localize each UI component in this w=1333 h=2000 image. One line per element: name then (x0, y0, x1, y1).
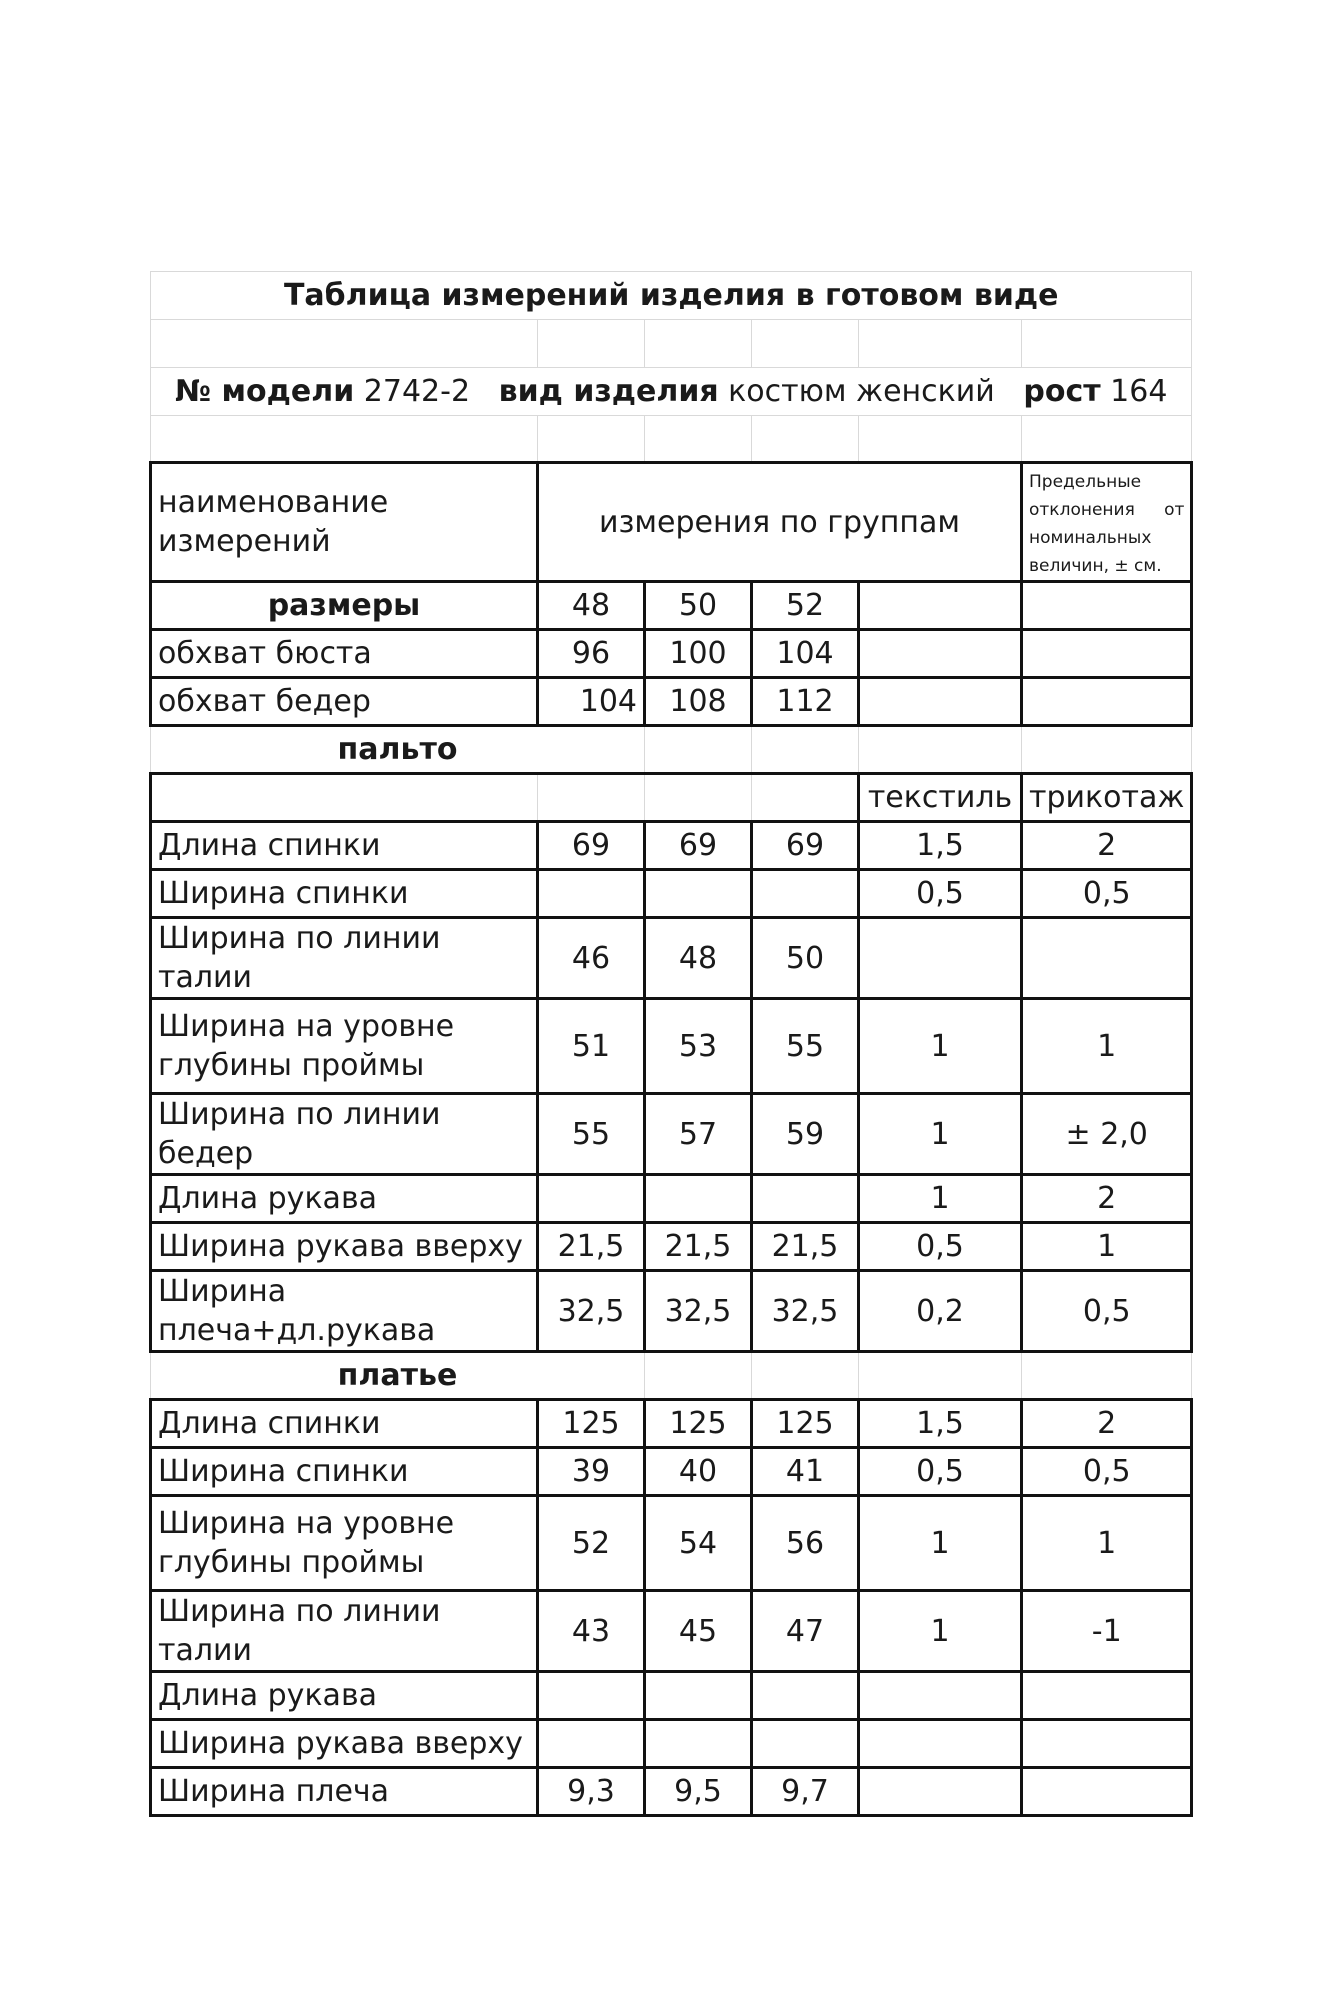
tolerance-textile-cell: 0,2 (859, 1271, 1022, 1352)
empty-cell (859, 582, 1022, 630)
empty-cell (645, 320, 752, 368)
header-name-column: наименование измерений (151, 463, 538, 582)
tolerance-knit-cell (1022, 1768, 1192, 1816)
value-cell (645, 870, 752, 918)
table-row (151, 1496, 1192, 1591)
row-label: Ширина плеча (151, 1768, 538, 1816)
value-cell: 104 (752, 630, 859, 678)
value-cell (538, 1672, 645, 1720)
value-cell: 56 (752, 1496, 859, 1591)
empty-cell (538, 774, 645, 822)
empty-cell (1022, 726, 1192, 774)
height-label: рост (1023, 374, 1101, 409)
row-label: обхват бюста (151, 630, 538, 678)
value-cell: 100 (645, 630, 752, 678)
row-label: Ширина спинки (151, 1448, 538, 1496)
coat-rows (151, 822, 1192, 1352)
dress-rows (151, 1400, 1192, 1816)
tolerance-textile-cell: 0,5 (859, 1448, 1022, 1496)
table-row (151, 1672, 1192, 1720)
tolerance-knit-cell: 0,5 (1022, 870, 1192, 918)
value-cell: 48 (645, 918, 752, 999)
tolerance-textile-cell (859, 1768, 1022, 1816)
empty-cell (859, 416, 1022, 463)
value-cell (538, 1720, 645, 1768)
empty-cell (1022, 630, 1192, 678)
table-title: Таблица измерений изделия в готовом виде (151, 272, 1192, 320)
tolerance-header-knit: трикотаж (1022, 774, 1192, 822)
value-cell: 104 (538, 678, 645, 726)
value-cell: 47 (752, 1591, 859, 1672)
value-cell: 50 (752, 918, 859, 999)
table-row (151, 870, 1192, 918)
value-cell: 9,5 (645, 1768, 752, 1816)
empty-cell (859, 320, 1022, 368)
empty-cell (752, 726, 859, 774)
header-groups-column: измерения по группам (538, 463, 1022, 582)
tolerance-textile-cell: 1 (859, 1496, 1022, 1591)
tolerance-knit-cell: 1 (1022, 1496, 1192, 1591)
model-info-line (151, 368, 1192, 416)
value-cell: 59 (752, 1094, 859, 1175)
table-row (151, 822, 1192, 870)
row-label: Длина спинки (151, 1400, 538, 1448)
tolerance-textile-cell: 1,5 (859, 1400, 1022, 1448)
size-50: 50 (645, 582, 752, 630)
tolerance-knit-cell: 1 (1022, 999, 1192, 1094)
tolerance-textile-cell: 1 (859, 1175, 1022, 1223)
sizes-label: размеры (151, 582, 538, 630)
tolerance-textile-cell (859, 1720, 1022, 1768)
tolerance-knit-cell: 2 (1022, 1400, 1192, 1448)
tolerance-knit-cell: -1 (1022, 1591, 1192, 1672)
row-label: Ширина на уровне глубины проймы (151, 1496, 538, 1591)
tolerance-knit-cell: 0,5 (1022, 1448, 1192, 1496)
tolerance-textile-cell: 0,5 (859, 870, 1022, 918)
table-row (151, 1591, 1192, 1672)
value-cell: 96 (538, 630, 645, 678)
value-cell: 39 (538, 1448, 645, 1496)
row-label: Ширина спинки (151, 870, 538, 918)
value-cell: 43 (538, 1591, 645, 1672)
height-value: 164 (1110, 374, 1168, 409)
value-cell (645, 1720, 752, 1768)
table-row (151, 1400, 1192, 1448)
table-row (151, 1223, 1192, 1271)
tolerance-textile-cell: 1,5 (859, 822, 1022, 870)
value-cell: 45 (645, 1591, 752, 1672)
row-label: Ширина рукава вверху (151, 1720, 538, 1768)
tolerance-textile-cell: 1 (859, 1094, 1022, 1175)
tolerance-knit-cell (1022, 918, 1192, 999)
value-cell: 125 (538, 1400, 645, 1448)
row-label: Ширина на уровне глубины проймы (151, 999, 538, 1094)
value-cell: 69 (752, 822, 859, 870)
empty-cell (859, 630, 1022, 678)
value-cell (752, 1672, 859, 1720)
empty-cell (151, 320, 538, 368)
empty-cell (752, 1352, 859, 1400)
row-label: Длина спинки (151, 822, 538, 870)
tolerance-knit-cell: 0,5 (1022, 1271, 1192, 1352)
value-cell: 54 (645, 1496, 752, 1591)
empty-cell (752, 416, 859, 463)
value-cell: 55 (752, 999, 859, 1094)
row-label: Длина рукава (151, 1175, 538, 1223)
value-cell: 9,3 (538, 1768, 645, 1816)
value-cell (645, 1175, 752, 1223)
empty-cell (645, 416, 752, 463)
table-row (151, 999, 1192, 1094)
value-cell (538, 1175, 645, 1223)
tolerance-textile-cell (859, 1672, 1022, 1720)
row-label: обхват бедер (151, 678, 538, 726)
value-cell: 32,5 (752, 1271, 859, 1352)
value-cell: 21,5 (538, 1223, 645, 1271)
empty-cell (859, 1352, 1022, 1400)
row-label: Ширина по линии бедер (151, 1094, 538, 1175)
header-tolerance-column: Предельные отклонения от номинальных величин, ± см. (1022, 463, 1192, 582)
empty-cell (1022, 678, 1192, 726)
measurement-table (149, 271, 1193, 1817)
tolerance-textile-cell (859, 918, 1022, 999)
value-cell (645, 1672, 752, 1720)
value-cell: 53 (645, 999, 752, 1094)
size-48: 48 (538, 582, 645, 630)
empty-cell (645, 774, 752, 822)
empty-cell (752, 774, 859, 822)
value-cell: 41 (752, 1448, 859, 1496)
empty-cell (1022, 416, 1192, 463)
row-label: Длина рукава (151, 1672, 538, 1720)
tolerance-knit-cell: 2 (1022, 822, 1192, 870)
value-cell: 52 (538, 1496, 645, 1591)
row-label: Ширина по линии талии (151, 1591, 538, 1672)
table-row (151, 1448, 1192, 1496)
table-row (151, 918, 1192, 999)
tolerance-textile-cell: 1 (859, 1591, 1022, 1672)
empty-cell (1022, 320, 1192, 368)
value-cell: 32,5 (538, 1271, 645, 1352)
value-cell (752, 870, 859, 918)
model-value: 2742-2 (363, 374, 471, 409)
value-cell: 125 (752, 1400, 859, 1448)
value-cell (538, 870, 645, 918)
tolerance-textile-cell: 1 (859, 999, 1022, 1094)
value-cell: 57 (645, 1094, 752, 1175)
table-row (151, 1271, 1192, 1352)
empty-cell (151, 416, 538, 463)
empty-cell (1022, 582, 1192, 630)
value-cell (752, 1720, 859, 1768)
table-row (151, 1720, 1192, 1768)
coat-section-title: пальто (151, 726, 645, 774)
empty-cell (151, 774, 538, 822)
tolerance-knit-cell (1022, 1672, 1192, 1720)
empty-cell (538, 320, 645, 368)
model-label: № модели (174, 374, 355, 409)
row-label: Ширина рукава вверху (151, 1223, 538, 1271)
empty-cell (859, 726, 1022, 774)
value-cell: 125 (645, 1400, 752, 1448)
value-cell: 112 (752, 678, 859, 726)
value-cell: 51 (538, 999, 645, 1094)
kind-label: вид изделия (498, 374, 719, 409)
value-cell: 32,5 (645, 1271, 752, 1352)
table-row (151, 1175, 1192, 1223)
value-cell: 40 (645, 1448, 752, 1496)
value-cell: 46 (538, 918, 645, 999)
table-row (151, 1768, 1192, 1816)
tolerance-knit-cell (1022, 1720, 1192, 1768)
row-label: Ширина плеча+дл.рукава (151, 1271, 538, 1352)
empty-cell (1022, 1352, 1192, 1400)
tolerance-textile-cell: 0,5 (859, 1223, 1022, 1271)
value-cell (752, 1175, 859, 1223)
value-cell: 69 (645, 822, 752, 870)
empty-cell (645, 1352, 752, 1400)
empty-cell (645, 726, 752, 774)
value-cell: 108 (645, 678, 752, 726)
tolerance-knit-cell: 2 (1022, 1175, 1192, 1223)
value-cell: 21,5 (645, 1223, 752, 1271)
kind-value: костюм женский (728, 374, 995, 409)
empty-cell (752, 320, 859, 368)
value-cell: 21,5 (752, 1223, 859, 1271)
value-cell: 69 (538, 822, 645, 870)
tolerance-knit-cell: ± 2,0 (1022, 1094, 1192, 1175)
empty-cell (859, 678, 1022, 726)
row-label: Ширина по линии талии (151, 918, 538, 999)
tolerance-header-textile: текстиль (859, 774, 1022, 822)
size-52: 52 (752, 582, 859, 630)
value-cell: 55 (538, 1094, 645, 1175)
value-cell: 9,7 (752, 1768, 859, 1816)
dress-section-title: платье (151, 1352, 645, 1400)
tolerance-knit-cell: 1 (1022, 1223, 1192, 1271)
table-row (151, 1094, 1192, 1175)
empty-cell (538, 416, 645, 463)
